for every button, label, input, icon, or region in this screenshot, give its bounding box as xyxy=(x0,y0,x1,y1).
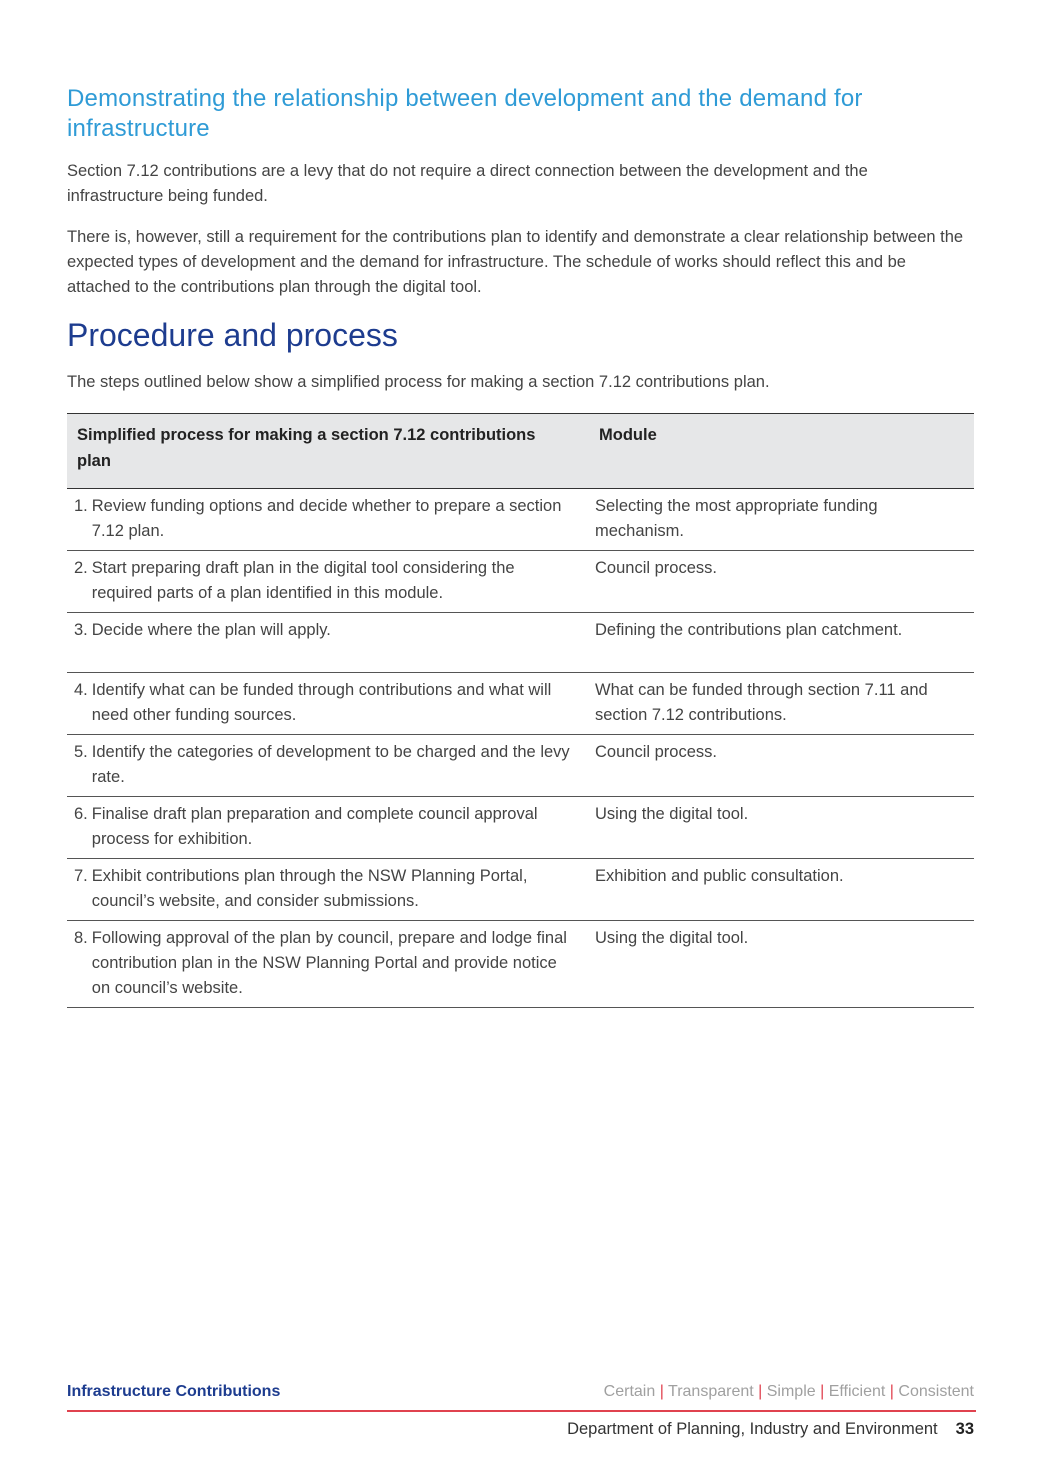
step-number: 7. xyxy=(74,867,88,885)
step-text: Finalise draft plan preparation and complete council approval process for exhibition. xyxy=(91,805,538,848)
value-consistent: Consistent xyxy=(898,1383,974,1400)
page-title: Procedure and process xyxy=(67,317,398,353)
value-efficient: Efficient xyxy=(828,1383,886,1400)
step-number: 8. xyxy=(74,929,88,947)
column-header-module: Module xyxy=(583,414,974,489)
table-row xyxy=(67,551,974,613)
module-cell: Using the digital tool. xyxy=(583,921,974,1008)
step-number: 2. xyxy=(74,559,88,577)
step-number: 4. xyxy=(74,681,88,699)
footer-divider xyxy=(67,1410,976,1412)
section-heading: Demonstrating the relationship between development and the demand for infrastructure xyxy=(67,85,863,142)
step-cell xyxy=(67,921,583,1008)
module-cell: Council process. xyxy=(583,551,974,613)
step-cell xyxy=(67,797,583,859)
step-cell xyxy=(67,735,583,797)
column-header-process: Simplified process for making a section 7.12 contributions plan xyxy=(67,414,583,489)
step-cell xyxy=(67,551,583,613)
step-text: Identify the categories of development to be charged and the levy rate. xyxy=(91,743,570,786)
footer-separator: | xyxy=(820,1383,825,1400)
table-row xyxy=(67,673,974,735)
step-number: 6. xyxy=(74,805,88,823)
step-cell xyxy=(67,613,583,673)
step-text: Exhibit contributions plan through the NSW Planning Portal, council’s website, and consider submissions. xyxy=(91,867,528,910)
footer-separator: | xyxy=(659,1383,664,1400)
module-cell: What can be funded through section 7.11 and section 7.12 contributions. xyxy=(583,673,974,735)
module-cell: Selecting the most appropriate funding mechanism. xyxy=(583,489,974,551)
department-name: Department of Planning, Industry and Environment xyxy=(567,1420,938,1438)
footer-separator: | xyxy=(889,1383,894,1400)
module-cell: Defining the contributions plan catchment. xyxy=(583,613,974,673)
step-text: Start preparing draft plan in the digital tool considering the required parts of a plan identified in this module. xyxy=(91,559,515,602)
footer-title: Infrastructure Contributions xyxy=(67,1383,281,1400)
step-text: Review funding options and decide whether to prepare a section 7.12 plan. xyxy=(91,497,562,540)
page-number: 33 xyxy=(955,1420,974,1438)
table-row xyxy=(67,859,974,921)
step-number: 1. xyxy=(74,497,88,515)
step-text: Following approval of the plan by council, prepare and lodge final contribution plan in the NSW Planning Portal and provide notice on council’s website. xyxy=(91,929,567,997)
step-cell xyxy=(67,859,583,921)
step-number: 3. xyxy=(74,621,88,639)
footer-separator: | xyxy=(758,1383,763,1400)
table-row xyxy=(67,921,974,1008)
module-cell: Council process. xyxy=(583,735,974,797)
process-table xyxy=(67,413,974,1008)
footer-department-line xyxy=(567,1418,974,1440)
step-cell xyxy=(67,673,583,735)
step-text: Identify what can be funded through contributions and what will need other funding sources. xyxy=(91,681,552,724)
module-cell: Exhibition and public consultation. xyxy=(583,859,974,921)
table-header-row xyxy=(67,414,974,489)
procedure-intro: The steps outlined below show a simplified process for making a section 7.12 contributions plan. xyxy=(67,373,770,391)
step-number: 5. xyxy=(74,743,88,761)
value-certain: Certain xyxy=(603,1383,656,1400)
footer-values xyxy=(604,1383,974,1401)
table-row xyxy=(67,735,974,797)
paragraph-levy: Section 7.12 contributions are a levy that do not require a direct connection between the development and the infrastructure being funded. xyxy=(67,162,868,205)
module-cell: Using the digital tool. xyxy=(583,797,974,859)
value-simple: Simple xyxy=(766,1383,816,1400)
step-cell xyxy=(67,489,583,551)
table-row xyxy=(67,489,974,551)
value-transparent: Transparent xyxy=(668,1383,754,1400)
table-row xyxy=(67,797,974,859)
table-row xyxy=(67,613,974,673)
paragraph-requirement: There is, however, still a requirement for the contributions plan to identify and demonstrate a clear relationship between the expected types of development and the demand for infrastructure. The schedule of works should reflect this and be attached to the contributions plan through the digital tool. xyxy=(67,228,964,296)
step-text: Decide where the plan will apply. xyxy=(91,621,331,639)
